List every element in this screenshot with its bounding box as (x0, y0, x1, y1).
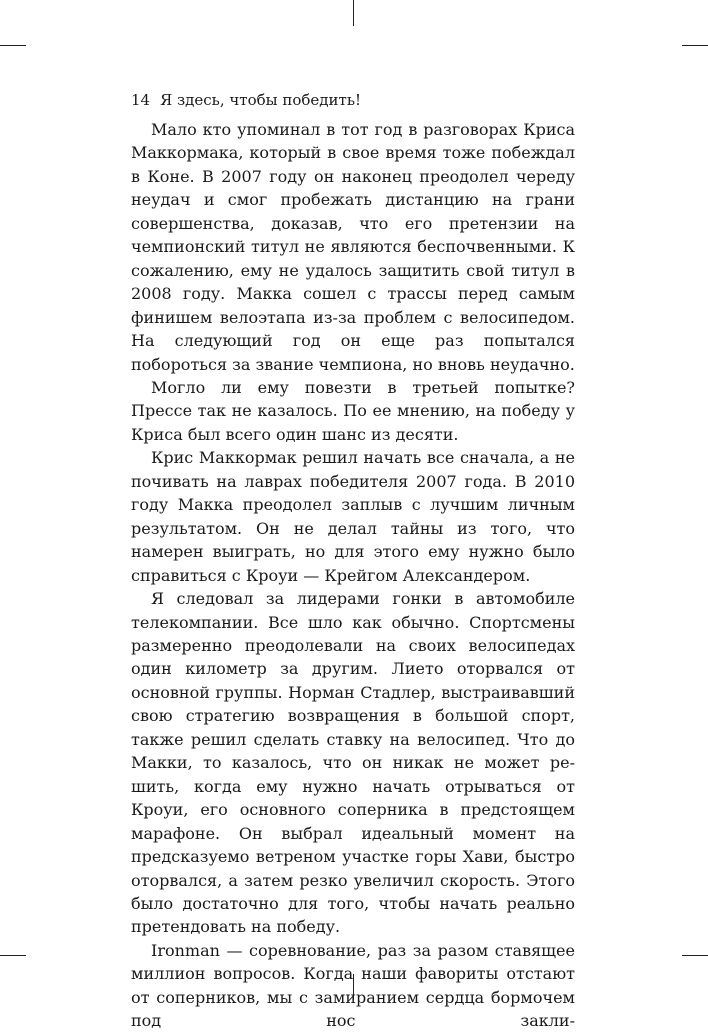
page-number: 14 (131, 91, 151, 109)
running-title: Я здесь, чтобы победить! (160, 91, 362, 109)
paragraph: Мало кто упоминал в тот год в разговорах Криса Маккормака, который в свое время тоже побеждал в Коне. В 2007 году он наконец преодолел череду неудач и смог пробежать дистанцию на грани совершенства, доказав, что его претензии на чемпионский титул не являются беспочвенными. К сожалению, ему не удалось защитить свой титул в 2008 году. Макка сошел с трассы перед самым финишем велоэтапа из-за проблем с велосипедом. На следующий год он еще раз попытался побороться за звание чемпиона, но вновь неудачно. (131, 120, 575, 374)
running-header (131, 90, 361, 110)
crop-mark-top-right (682, 45, 708, 46)
crop-mark-bottom-left (0, 955, 26, 956)
paragraph: Могло ли ему повезти в третьей попытке? Прессе так не казалось. По ее мнению, на победу у Криса был всего один шанс из десяти. (131, 377, 575, 444)
paragraph: Я следовал за лидерами гонки в автомобиле телекомпании. Все шло как обычно. Спортсмены размеренно преодолевали на своих велосипедах один километр за другим. Лието оторвался от основной группы. Норман Стадлер, выстраивавший свою стратегию возвращения в большой спорт, также решил сделать ставку на велосипед. Что до Макки, то казалось, что он никак не может решить, когда ему нужно начать отрываться от Кроуи, его основного соперника в предстоящем марафоне. Он выбрал идеальный момент на предсказуемо ветреном участке горы Хави, быстро оторвался, а затем резко увеличил скорость. Этого было достаточно для того, чтобы начать реально претендовать на победу. (131, 589, 575, 937)
paragraph: Крис Маккормак решил начать все сначала, а не почивать на лаврах победителя 2007 года. В 2010 году Макка преодолел заплыв с лучшим личным результатом. Он не делал тайны из того, что намерен выиграть, но для этого ему нужно было справиться с Кроуи — Крейгом Александером. (131, 448, 575, 585)
crop-mark-top-left (0, 45, 26, 46)
paragraph: Ironman — соревнование, раз за разом ставящее миллион вопросов. Когда наши фавориты отстают от соперников, мы с замиранием сердца бормочем под нос закли- (131, 940, 575, 1031)
crop-mark-bottom-right (682, 955, 708, 956)
crop-mark-top-center (353, 0, 354, 26)
body-text (131, 118, 575, 1033)
